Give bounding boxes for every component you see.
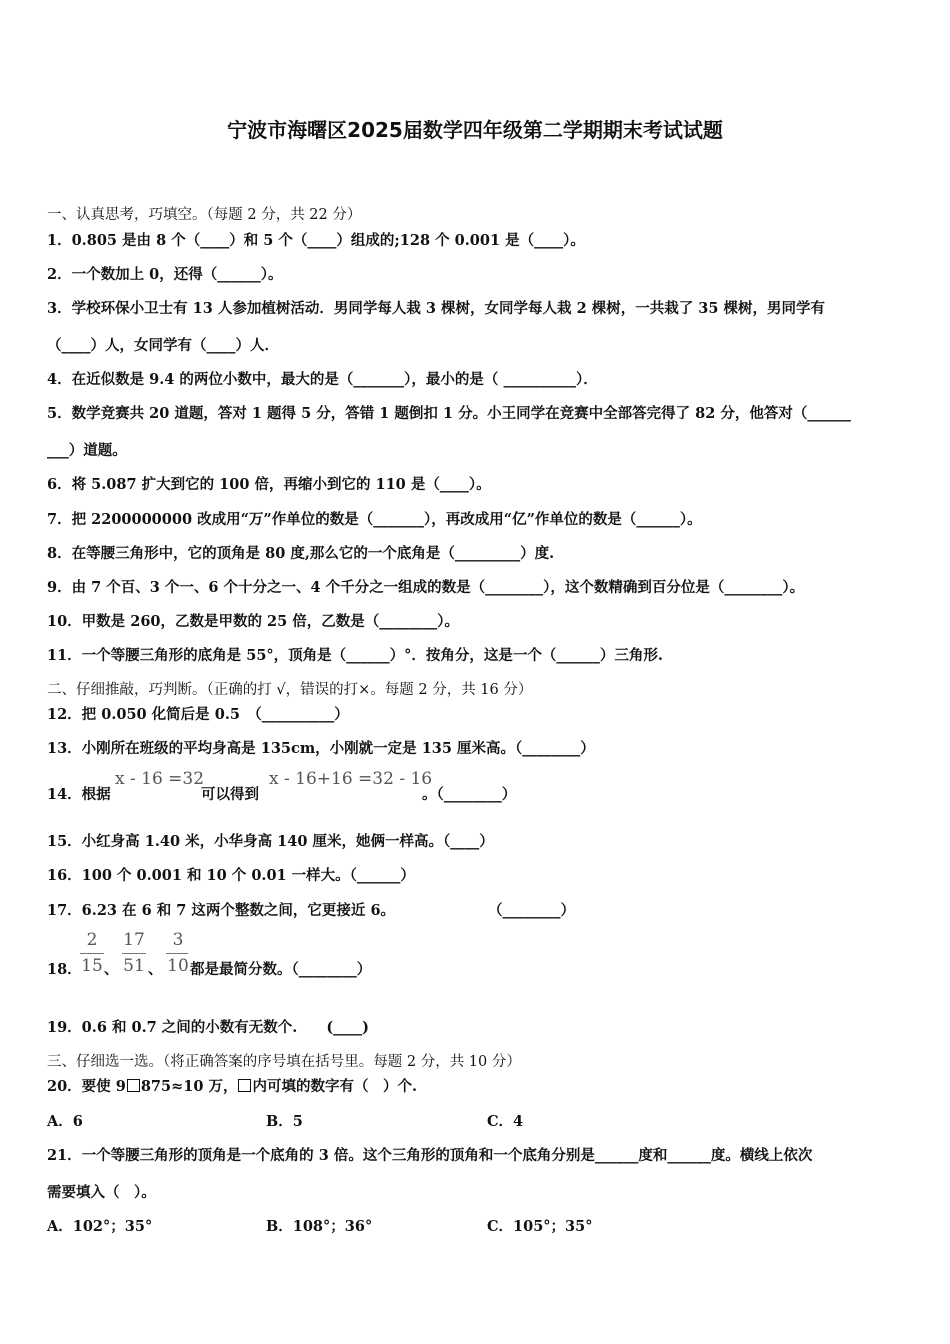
question-21-line-2: 需要填入（ ）。: [47, 1184, 156, 1201]
question-11: 11．一个等腰三角形的底角是 55°，顶角是（______）°．按角分，这是一个（______）三角形.: [47, 647, 663, 664]
question-20: [47, 1075, 417, 1096]
question-13: 13．小刚所在班级的平均身高是 135cm，小刚就一定是 135 厘米高。（________）: [47, 740, 595, 757]
fraction-3-denominator: 10: [167, 956, 189, 976]
question-14-equation-2: x - 16+16 =32 - 16: [269, 769, 433, 789]
question-7: 7．把 2200000000 改成用“万”作单位的数是（_______），再改成用“亿”作单位的数是（______）。: [47, 511, 702, 528]
fraction-1-numerator: 2: [86, 930, 98, 950]
question-3-line-2: （____）人，女同学有（____）人．: [47, 337, 279, 354]
question-3-line-1: 3．学校环保小卫士有 13 人参加植树活动．男同学每人栽 3 棵树，女同学每人栽 2 棵树，一共栽了 35 棵树，男同学有: [47, 300, 826, 317]
question-17-blank: （________）: [488, 902, 575, 919]
question-4: 4．在近似数是 9.4 的两位小数中，最大的是（_______），最小的是（ __________）．: [47, 371, 598, 388]
question-14-middle: 可以得到: [201, 786, 259, 803]
section-3-heading: 三、仔细选一选。（将正确答案的序号填在括号里。每题 2 分，共 10 分）: [47, 1054, 521, 1070]
question-20-post: 内可填的数字有（ ）个.: [252, 1078, 418, 1095]
fraction-1-bar: [80, 953, 104, 954]
question-17: 17．6.23 在 6 和 7 这两个整数之间，它更接近 6。: [47, 902, 396, 919]
question-15: 15．小红身高 1.40 米，小华身高 140 厘米，她俩一样高。（____）: [47, 833, 494, 850]
question-20-option-c: C．4: [487, 1113, 524, 1130]
question-20-mid: 875≈10 万，: [140, 1078, 238, 1095]
blank-square-icon: [127, 1079, 140, 1092]
blank-square-icon: [238, 1079, 251, 1092]
fraction-1-denominator: 15: [81, 956, 103, 976]
question-16: 16．100 个 0.001 和 10 个 0.01 一样大。（______）: [47, 867, 415, 884]
question-14-equation-1: x - 16 =32: [115, 769, 205, 789]
page-title: 宁波市海曙区2025届数学四年级第二学期期末考试试题: [227, 118, 723, 142]
section-1-heading: 一、认真思考，巧填空。（每题 2 分，共 22 分）: [47, 207, 362, 223]
question-21-option-b: B．108°；36°: [266, 1218, 373, 1235]
question-14-prefix: 14．根据: [47, 786, 111, 803]
fraction-2-denominator: 51: [123, 956, 145, 976]
fraction-3-bar: [166, 953, 188, 954]
question-2: 2．一个数加上 0，还得（______）。: [47, 266, 283, 283]
question-1: 1．0.805 是由 8 个（____）和 5 个（____）组成的;128 个 0.001 是（____）。: [47, 232, 585, 249]
question-14-suffix: 。（________）: [422, 786, 517, 803]
fraction-2-bar: [122, 953, 146, 954]
section-2-heading: 二、仔细推敲，巧判断。（正确的打 √，错误的打×。每题 2 分，共 16 分）: [47, 682, 533, 698]
fraction-separator-1: 、: [104, 961, 119, 978]
question-5-line-1: 5．数学竞赛共 20 道题，答对 1 题得 5 分，答错 1 题倒扣 1 分。小王同学在竞赛中全部答完得了 82 分，他答对（______: [47, 405, 851, 422]
question-10: 10．甲数是 260，乙数是甲数的 25 倍，乙数是（________）。: [47, 613, 460, 630]
question-20-option-b: B．5: [266, 1113, 303, 1130]
fraction-2-numerator: 17: [123, 930, 145, 950]
question-18-prefix: 18．: [47, 961, 82, 978]
question-18-suffix: 都是最简分数。（________）: [190, 961, 372, 978]
question-12: 12．把 0.050 化简后是 0.5 （__________）: [47, 706, 349, 723]
question-19: 19．0.6 和 0.7 之间的小数有无数个. (____): [47, 1019, 370, 1036]
question-5-line-2: ___）道题。: [47, 442, 127, 459]
question-21-line-1: 21．一个等腰三角形的顶角是一个底角的 3 倍。这个三角形的顶角和一个底角分别是______度和______度。横线上依次: [47, 1147, 813, 1164]
question-6: 6．将 5.087 扩大到它的 100 倍，再缩小到它的 110 是（____）。: [47, 476, 491, 493]
question-21-option-c: C．105°；35°: [487, 1218, 593, 1235]
fraction-separator-2: 、: [148, 961, 163, 978]
fraction-3-numerator: 3: [172, 930, 184, 950]
question-21-option-a: A．102°；35°: [47, 1218, 153, 1235]
question-20-option-a: A．6: [47, 1113, 83, 1130]
question-8: 8．在等腰三角形中，它的顶角是 80 度,那么它的一个底角是（_________）度.: [47, 545, 555, 562]
question-20-pre: 20．要使 9: [47, 1078, 126, 1095]
question-9: 9．由 7 个百、3 个一、6 个十分之一、4 个千分之一组成的数是（________），这个数精确到百分位是（________）。: [47, 579, 805, 596]
